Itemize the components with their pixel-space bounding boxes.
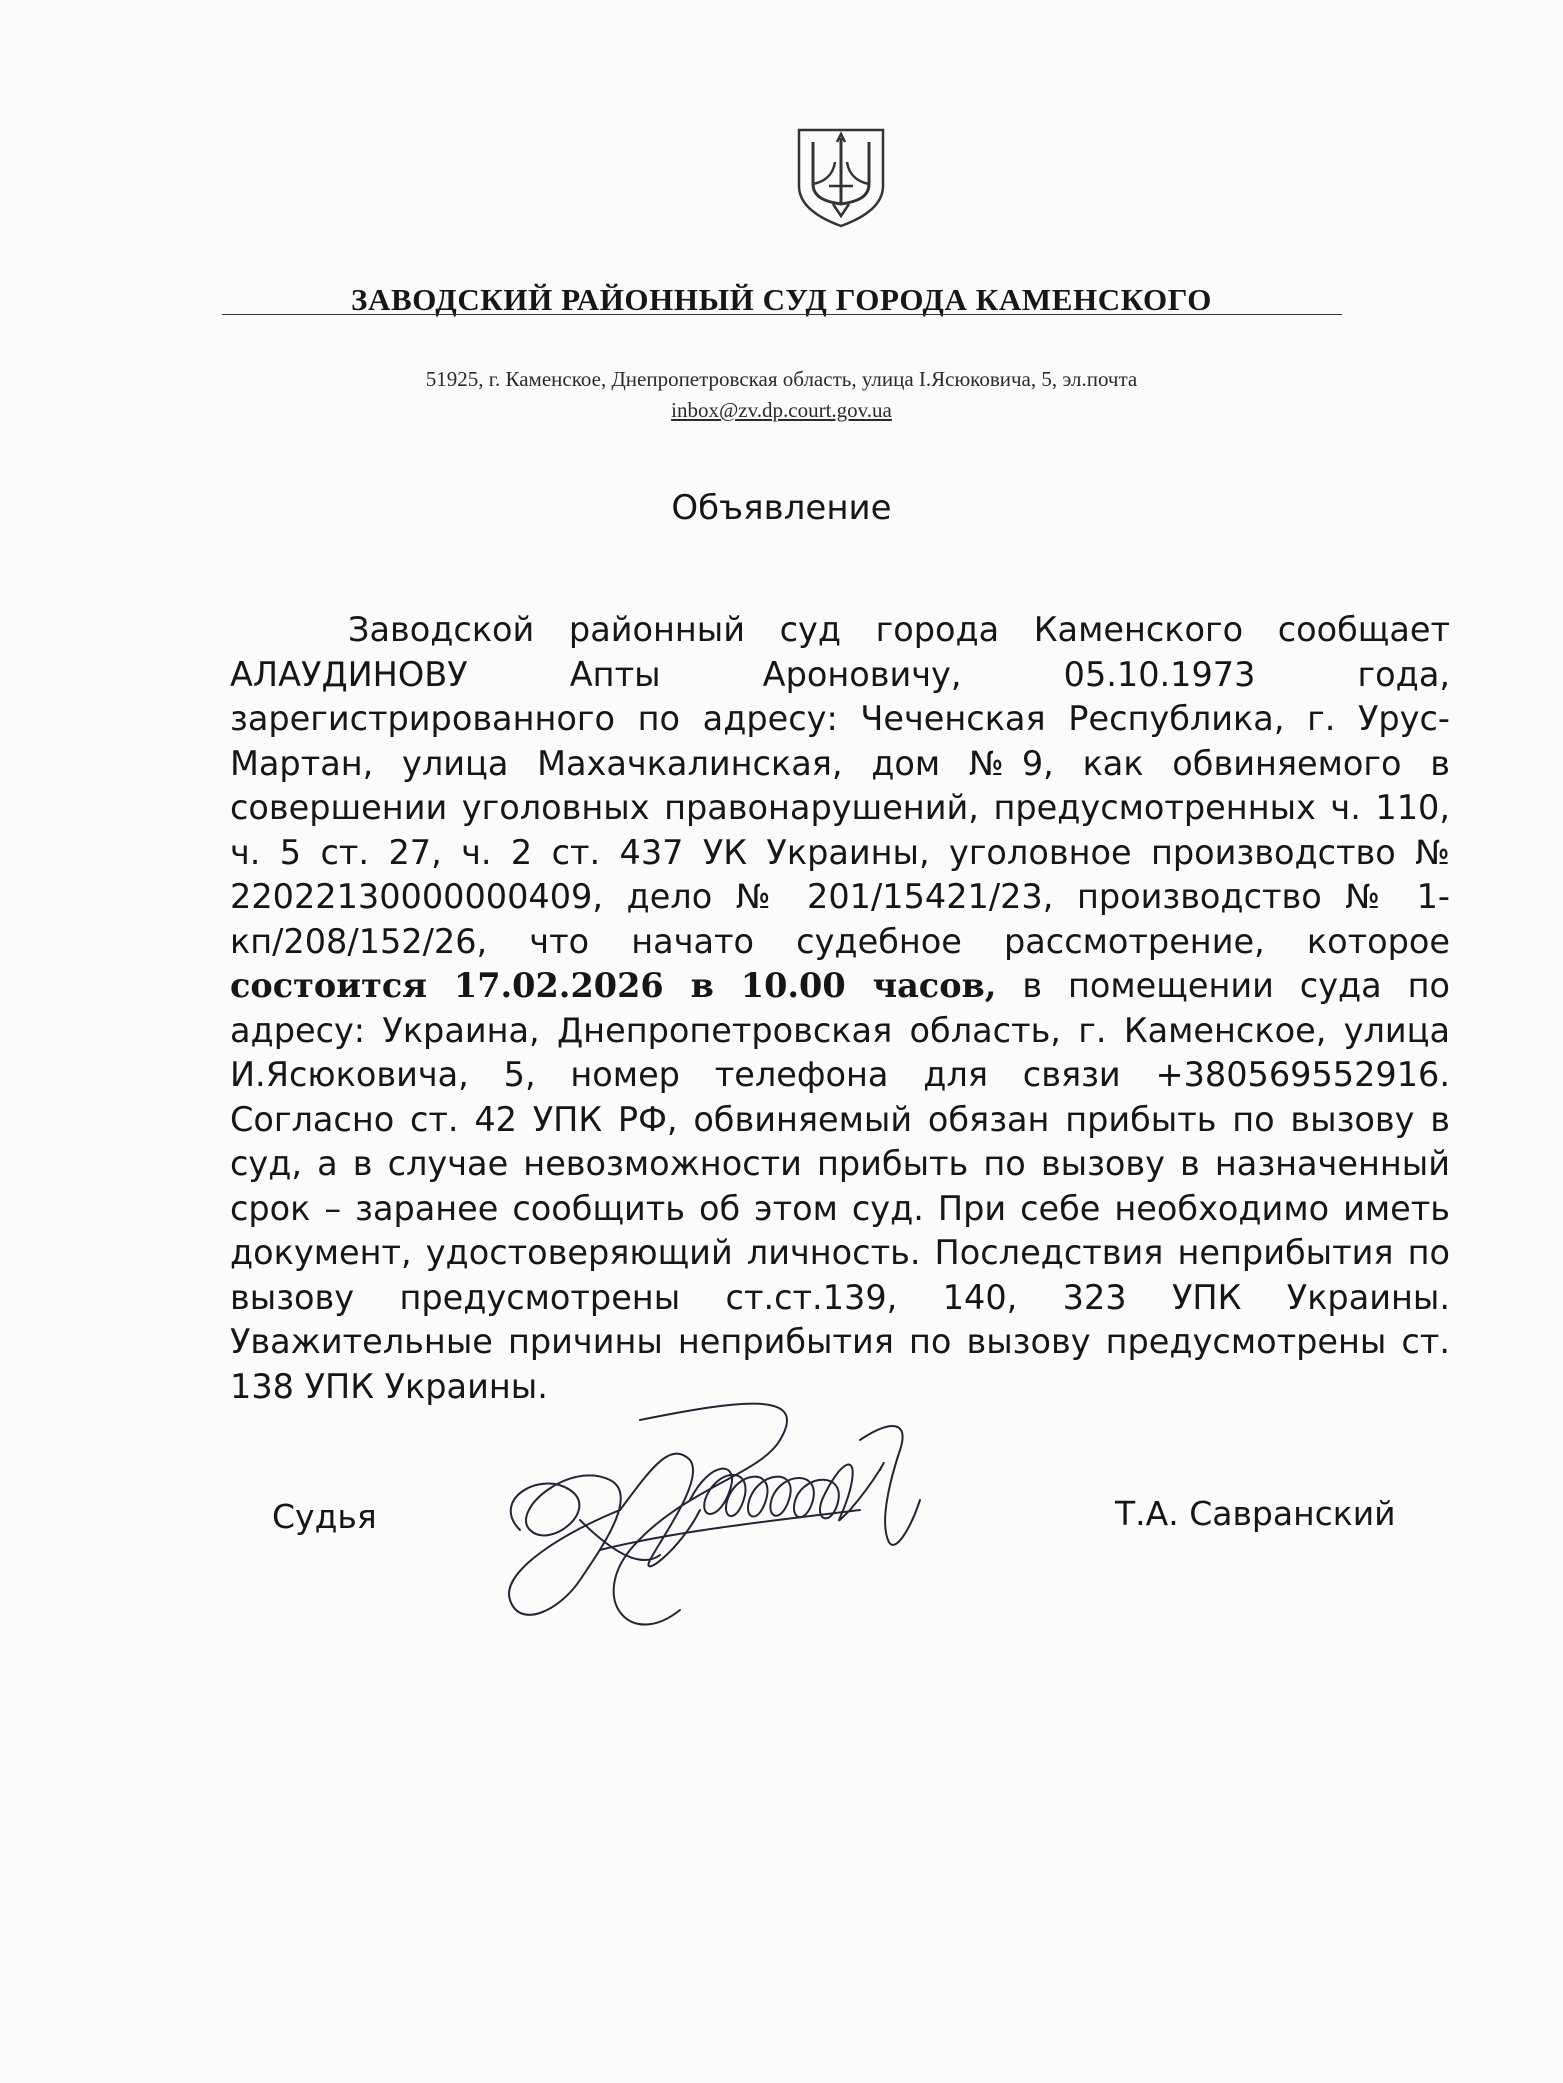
document-title: Объявление (671, 488, 892, 528)
trident-emblem-icon (793, 126, 889, 228)
court-address (0, 364, 1563, 426)
court-email-link[interactable]: inbox@zv.dp.court.gov.ua (671, 398, 892, 422)
header-divider (222, 314, 1342, 315)
announcement-body (230, 608, 1450, 1409)
judge-name: Т.А. Савранский (1115, 1494, 1396, 1533)
judge-role-label: Судья (272, 1497, 377, 1536)
address-line: 51925, г. Каменское, Днепропетровская область, улица І.Ясюковича, 5, эл.почта (425, 367, 1138, 391)
hearing-date-emphasis: состоится 17.02.2026 в 10.00 часов, (230, 966, 997, 1005)
court-name: ЗАВОДСКИЙ РАЙОННЫЙ СУД ГОРОДА КАМЕНСКОГО (351, 282, 1212, 317)
body-text-part-1: Заводской районный суд города Каменского сообщает АЛАУДИНОВУ Апты Ароновичу, 05.10.1973 года, зарегистрированного по адресу: Чеченская Республика, г. Урус-Мартан, улица Махачкалинская, дом №9, как обвиняемого в совершении уголовных правонарушений, предусмотренных ч. 110, ч. 5 ст. 27, ч. 2 ст. 437 УК Украины, уголовное производство № 22022130000000409, дело № 201/15421/23, производство № 1-кп/208/152/26, что начато судебное рассмотрение, которое (230, 610, 1450, 961)
body-text-part-2: в помещении суда по адресу: Украина, Днепропетровская область, г. Каменское, улица И.Ясюковича, 5, номер телефона для связи +380569552916. Согласно ст. 42 УПК РФ, обвиняемый обязан прибыть по вызову в суд, а в случае невозможности прибыть по вызову в назначенный срок – заранее сообщить об этом суд. При себе необходимо иметь документ, удостоверяющий личность. Последствия неприбытия по вызову предусмотрены ст.ст.139, 140, 323 УПК Украины. Уважительные причины неприбытия по вызову предусмотрены ст. 138 УПК Украины. (230, 966, 1450, 1406)
judge-signature (480, 1380, 1040, 1680)
